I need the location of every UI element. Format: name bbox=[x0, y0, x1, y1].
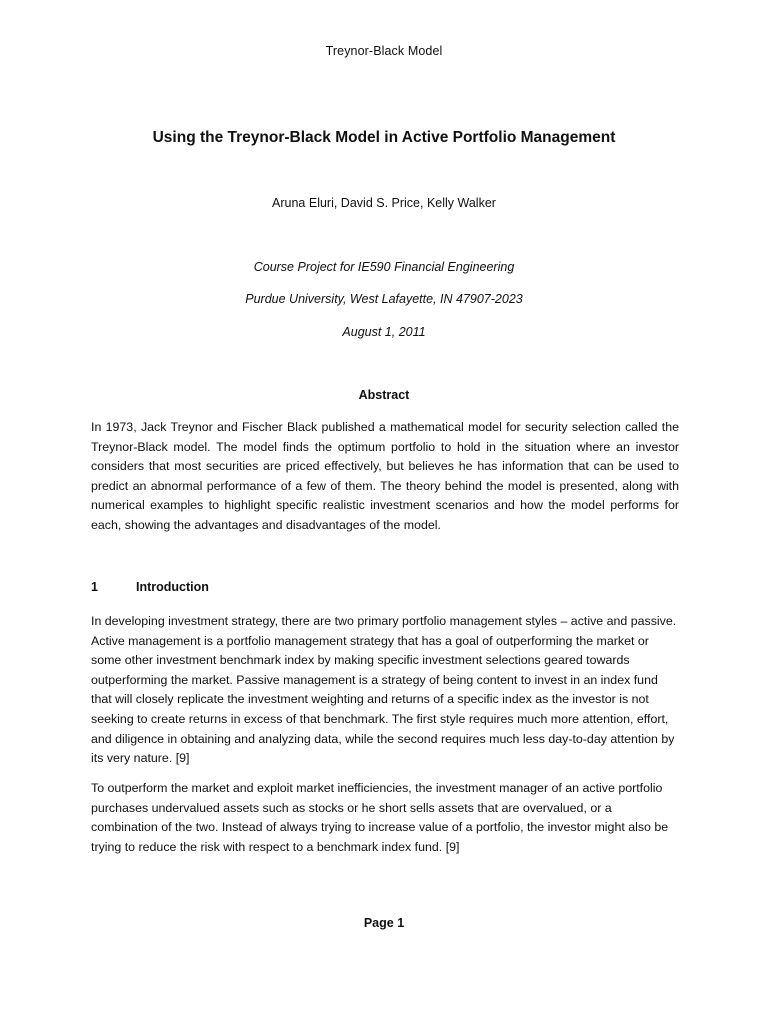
date-line: August 1, 2011 bbox=[342, 325, 426, 339]
abstract-heading: Abstract bbox=[358, 388, 410, 402]
section-title: Introduction bbox=[136, 580, 209, 594]
affiliation-line: Purdue University, West Lafayette, IN 47907-2023 bbox=[245, 292, 523, 306]
intro-paragraph-1: In developing investment strategy, there are two primary portfolio management styles – active and passive. Active management is a portfolio management strategy that has a goal of outperforming the market or some other investment benchmark index by making specific investment selections geared towards outperforming the market. Passive management is a strategy of being content to invest in an index fund that will closely replicate the investment weighting and returns of a specific index as the investor is not seeking to create returns in excess of that benchmark. The first style requires much more attention, effort, and diligence in obtaining and analyzing data, while the second requires much less day-to-day attention by its very nature. [9] bbox=[91, 614, 677, 766]
page-number: Page 1 bbox=[363, 916, 405, 930]
section-heading-introduction bbox=[91, 580, 209, 594]
running-header: Treynor-Black Model bbox=[325, 44, 443, 58]
intro-paragraph-2: To outperform the market and exploit market inefficiencies, the investment manager of an active portfolio purchases undervalued assets such as stocks or he short sells assets that are overvalued, or a combination of the two. Instead of always trying to increase value of a portfolio, the investor might also be trying to reduce the risk with respect to a benchmark index fund. [9] bbox=[91, 781, 669, 854]
author-list: Aruna Eluri, David S. Price, Kelly Walker bbox=[272, 196, 496, 210]
abstract-paragraph: In 1973, Jack Treynor and Fischer Black published a mathematical model for security selection called the Treynor-Black model. The model finds the optimum portfolio to hold in the situation where an investor considers that most securities are priced effectively, but believes he has information that can be used to predict an abnormal performance of a few of them. The theory behind the model is presented, along with numerical examples to highlight specific realistic investment scenarios and how the model performs for each, showing the advantages and disadvantages of the model. bbox=[91, 420, 679, 532]
section-number: 1 bbox=[91, 580, 98, 594]
course-line: Course Project for IE590 Financial Engineering bbox=[253, 260, 515, 274]
paper-title: Using the Treynor-Black Model in Active Portfolio Management bbox=[152, 129, 616, 146]
